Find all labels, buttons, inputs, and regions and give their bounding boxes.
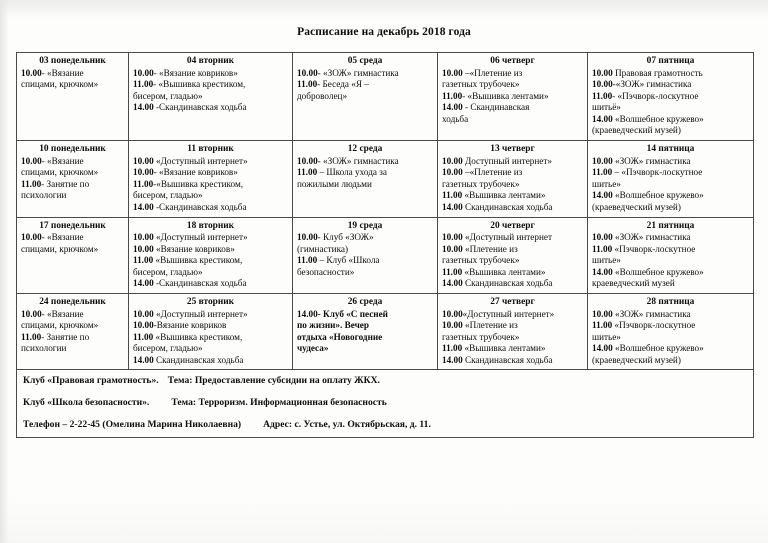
event-time: 11.00 [592,90,613,101]
footer-cell [17,370,754,438]
footer-club-legal-literacy: Клуб «Правовая грамотность». [23,375,159,387]
event-time: 14.00 [442,278,463,289]
schedule-cell [17,53,129,141]
scan-edge-top [0,0,768,14]
schedule-cell [129,217,293,293]
day-heading: 07 пятница [646,56,695,66]
schedule-event-line: 11.00 – «Пэчворк-лоскутное [592,167,703,178]
day-heading: 12 среда [347,144,383,155]
schedule-event-line: 10.00 «ЗОЖ» гимнастика [592,308,691,319]
schedule-event-line: 14.00 Скандинавская ходьба [442,201,553,212]
schedule-cell [293,294,438,370]
day-heading: 11 вторник [187,144,234,155]
event-time: 10.00 [592,232,613,243]
schedule-cell [293,53,438,141]
event-time: 11.00 [442,343,463,354]
schedule-event-line: 14.00 - Скандинавская [442,102,530,113]
event-time: 14.00 [133,201,154,212]
event-time: 10.00 [442,167,463,178]
schedule-event-line: 11.00- «Пэчворк-лоскутное [592,90,699,101]
event-time: 10.00 [297,232,318,243]
day-heading: 04 вторник [186,56,235,66]
event-time: 10.00 [297,67,318,78]
schedule-event-line: 14.00- Клуб «С песней [297,308,388,319]
schedule-event-line: бисером, гладью» [133,343,203,354]
schedule-event-line: 10.00 «ЗОЖ» гимнастика [592,155,691,166]
schedule-event-line: ходьба [442,113,469,124]
event-time: 10.00 [21,308,42,319]
event-time: 10.00 [592,79,613,90]
event-time: 11.00 [297,79,318,90]
event-time: 11.00 [133,331,154,342]
event-time: 14.00 [133,354,154,365]
scan-edge-left [0,0,9,543]
event-time: 11.00 [21,331,42,342]
schedule-event-line: 14.00 Скандинавская ходьба [442,354,553,365]
page-title: Расписание на декабрь 2018 года [297,26,471,38]
event-time: 11.00 [592,167,613,178]
schedule-event-line: 10.00- «Вязание [21,308,84,319]
day-heading: 13 четверг [490,144,535,155]
schedule-event-line: бисером, гладью» [133,266,203,277]
footer-line-contacts [23,419,747,431]
footer-block [17,370,753,437]
schedule-event-line: 10.00- Клуб «ЗОЖ» [297,232,374,243]
schedule-event-line: спицами, крючком» [21,167,99,178]
schedule-event-line: шитьё» [592,102,621,113]
schedule-cell [17,294,129,370]
schedule-event-line: 10.00 «Доступный интернет» [133,308,248,319]
schedule-cell [438,53,588,141]
footer-phone: Телефон – 2-22-45 (Омелина Марина Николаевна) [23,419,242,431]
schedule-event-line: 10.00- «Вязание ковриков» [133,67,238,78]
schedule-event-line: 11.00 «Вышивка лентами» [442,343,546,354]
schedule-event-line: 14.00 -Скандинавская ходьба [133,201,247,212]
schedule-event-line: 10.00 «Доступный интернет» [133,155,248,166]
week-row [17,53,754,141]
schedule-event-line: (краеведческий музей) [592,201,681,212]
schedule-event-line: 11.00 «Пэчворк-лоскутное [592,320,696,331]
event-time: 10.00 [133,155,154,166]
schedule-event-line: 14.00 «Волшебное кружево» [592,190,704,201]
event-time: 11.00 [133,79,154,90]
schedule-event-line: краеведческий музей [592,278,675,289]
week-row [17,217,754,293]
schedule-event-line: 11.00- Занятие по [21,331,90,342]
event-time: 14.00 [442,201,463,212]
schedule-event-line: 11.00 «Вышивка крестиком, [133,255,243,266]
day-heading: 03 понедельник [39,56,106,66]
day-heading: 26 среда [347,297,383,307]
schedule-event-line: спицами, крючком» [21,243,99,254]
schedule-cell [438,217,588,293]
schedule-event-line: шитье» [592,331,621,342]
event-time: 14.00 [133,102,154,113]
event-time: 11.00 [592,243,613,254]
schedule-event-line: 10.00 «ЗОЖ» гимнастика [592,232,691,243]
schedule-event-line: 11.00- «Вышивка крестиком, [133,79,246,90]
schedule-event-line: чудеса» [297,343,329,354]
footer-address: Адрес: с. Устье, ул. Октябрьская, д. 11. [263,419,431,431]
schedule-event-line: 14.00 «Волшебное кружево» [592,113,704,124]
schedule-event-line: (краеведческий музей) [592,125,681,136]
schedule-cell [588,53,754,141]
event-time: 11.00 [442,90,463,101]
day-heading: 10 понедельник [39,144,106,155]
schedule-event-line: 11.00- Занятие по [21,178,90,189]
schedule-event-line: 14.00 «Волшебное кружево» [592,343,704,354]
schedule-event-line: 10.00 «Доступный интернет» [133,232,248,243]
event-time: 10.00 [133,320,154,331]
footer-line-safety-school [23,397,747,409]
schedule-event-line: 10.00 –«Плетение из [442,167,523,178]
event-time: 14.00 [442,102,463,113]
event-time: 10.00 [442,155,463,166]
schedule-event-line: 11.00 «Вышивка крестиком, [133,331,243,342]
schedule-event-line: газетных трубочек» [442,255,520,266]
schedule-event-line: 10.00-«ЗОЖ» гимнастика [592,79,692,90]
schedule-body [17,53,754,438]
schedule-event-line: 10.00- «ЗОЖ» гимнастика [297,155,399,166]
schedule-event-line: 14.00 -Скандинавская ходьба [133,102,247,113]
schedule-event-line: безопасности» [297,266,355,277]
footer-topic-legal-literacy: Тема: Предоставление субсидии на оплату ЖКХ. [167,375,380,387]
schedule-cell [129,53,293,141]
schedule-event-line: 10.00 «Доступный интернет [442,232,552,243]
week-row [17,141,754,217]
schedule-event-line: 11.00 «Пэчворк-лоскутное [592,243,696,254]
event-time: 11.00 [21,178,42,189]
schedule-cell [129,141,293,217]
event-time: 10.00 [133,243,154,254]
schedule-event-line: 10.00- «ЗОЖ» гимнастика [297,67,399,78]
event-time: 11.00 [297,255,318,266]
schedule-event-line: (гимнастика) [297,243,349,254]
schedule-event-line: 11.00 – Школа ухода за [297,167,387,178]
schedule-event-line: 14.00 «Волшебное кружево» [592,266,704,277]
event-time: 11.00 [592,320,613,331]
event-time: 10.00 [133,308,154,319]
event-time: 14.00 [592,190,613,201]
schedule-event-line: шитье» [592,255,621,266]
day-heading: 05 среда [347,56,383,66]
schedule-event-line: 10.00- «Вязание [21,67,84,78]
schedule-event-line: 10.00 Доступный интернет» [442,155,552,166]
day-heading: 21 пятница [646,220,695,231]
schedule-event-line: отдыха «Новогодние [297,331,383,342]
schedule-event-line: бисером, гладью» [133,190,203,201]
schedule-cell [438,141,588,217]
day-heading: 14 пятница [646,144,695,155]
schedule-event-line: пожилыми людьми [297,178,372,189]
schedule-cell [129,294,293,370]
schedule-event-line: 11.00-«Вышивка крестиком, [133,178,244,189]
schedule-event-line: психологии [21,343,67,354]
schedule-event-line: 14.00 -Скандинавская ходьба [133,278,247,289]
schedule-event-line: 10.00- «Вязание ковриков» [133,167,238,178]
event-time: 10.00 [133,167,154,178]
event-time: 14.00 [133,278,154,289]
day-heading: 20 четверг [490,220,535,231]
event-time: 10.00 [133,67,154,78]
event-time: 11.00 [297,167,318,178]
event-time: 14.00 [592,266,613,277]
schedule-event-line: спицами, крючком» [21,320,99,331]
event-time: 11.00 [133,178,154,189]
event-time: 10.00 [21,232,42,243]
schedule-event-line: 10.00 «Плетение из [442,320,518,331]
event-time: 10.00 [442,67,463,78]
day-heading: 17 понедельник [39,220,106,231]
event-time: 10.00 [442,243,463,254]
schedule-cell [588,141,754,217]
schedule-event-line: 11.00 «Вышивка лентами» [442,266,546,277]
event-time: 10.00 [592,308,613,319]
footer-row [17,370,754,438]
event-time: 10.00 [592,155,613,166]
schedule-event-line: газетных трубочек» [442,331,520,342]
schedule-cell [588,294,754,370]
schedule-event-line: 10.00- «Вязание [21,155,84,166]
event-time: 11.00 [442,190,463,201]
schedule-event-line: газетных трубочек» [442,178,520,189]
event-time: 10.00 [133,232,154,243]
day-heading: 24 понедельник [39,297,106,307]
event-time: 10.00 [297,155,318,166]
schedule-event-line: доброволец» [297,90,348,101]
schedule-event-line: газетных трубочек» [442,79,520,90]
event-time: 10.00 [442,232,463,243]
schedule-event-line: спицами, крючком» [21,79,99,90]
schedule-cell [293,141,438,217]
schedule-event-line: 11.00- «Вышивка лентами» [442,90,549,101]
footer-line-legal-literacy [23,375,747,387]
schedule-event-line: 11.00 – Клуб «Школа [297,255,380,266]
schedule-event-line: 10.00«Доступный интернет» [442,308,555,319]
schedule-cell [293,217,438,293]
schedule-event-line: по жизни». Вечер [297,320,369,331]
day-heading: 06 четверг [490,56,535,66]
schedule-cell [17,217,129,293]
event-time: 14.00 [592,343,613,354]
event-time: 10.00 [442,308,463,319]
schedule-event-line: шитье» [592,178,621,189]
schedule-event-line: 10.00 –«Плетение из [442,67,523,78]
event-time: 10.00 [592,67,613,78]
week-row [17,294,754,370]
schedule-cell [438,294,588,370]
schedule-event-line: 11.00 «Вышивка лентами» [442,190,546,201]
day-heading: 19 среда [347,220,383,231]
event-time: 10.00 [442,320,463,331]
schedule-event-line: (краеведческий музей) [592,354,681,365]
event-time: 11.00 [133,255,154,266]
event-time: 11.00 [442,266,463,277]
day-heading: 28 пятница [646,297,695,307]
event-time: 10.00 [21,155,42,166]
schedule-cell [588,217,754,293]
event-time: 14.00 [592,113,613,124]
schedule-event-line: бисером, гладью» [133,90,203,101]
schedule-event-line: психологии [21,190,67,201]
event-time: 14.00 [442,354,463,365]
schedule-event-line: 10.00- «Вязание [21,232,84,243]
schedule-event-line: 10.00-Вязание ковриков [133,320,227,331]
day-heading: 25 вторник [186,297,235,307]
event-time: 10.00 [21,67,42,78]
schedule-table [16,52,754,438]
schedule-event-line: 10.00 «Вязание ковриков» [133,243,235,254]
day-heading: 18 вторник [186,220,235,231]
schedule-event-line: 11.00- Беседа «Я – [297,79,369,90]
schedule-event-line: 10.00 «Плетение из [442,243,518,254]
schedule-event-line: 14.00 Скандинавская ходьба [442,278,553,289]
schedule-event-line: 10.00 Правовая грамотность [592,67,703,78]
schedule-cell [17,141,129,217]
day-heading: 27 четверг [490,297,535,307]
footer-topic-safety-school: Тема: Терроризм. Информационная безопасность [171,397,387,409]
schedule-event-line: 14.00 Скандинавская ходьба [133,354,244,365]
footer-club-safety-school: Клуб «Школа безопасности». [23,397,150,409]
